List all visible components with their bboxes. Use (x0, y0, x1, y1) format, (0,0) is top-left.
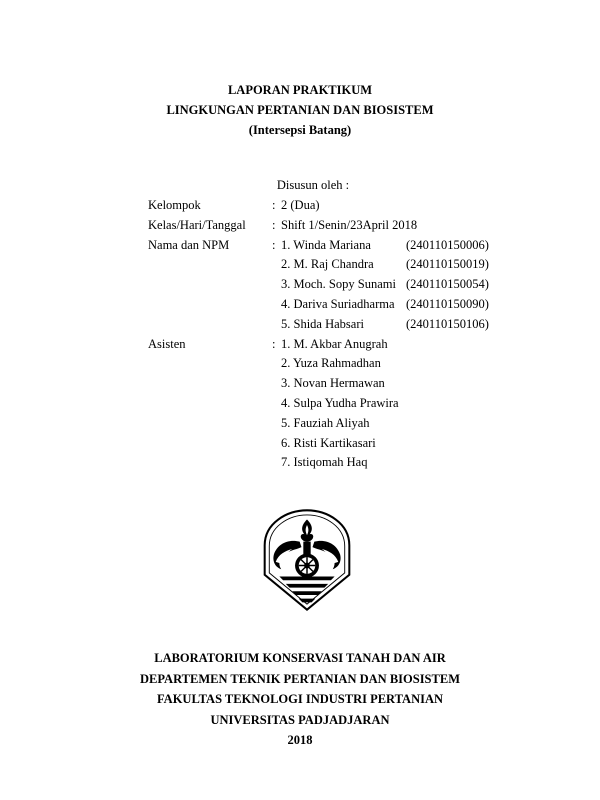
member-npm: (240110150106) (406, 316, 489, 331)
kelas-label: Kelas/Hari/Tanggal (148, 217, 246, 232)
university-name: UNIVERSITAS PADJADJARAN (210, 712, 390, 727)
kelas-value: Shift 1/Senin/23April 2018 (281, 217, 418, 232)
member-npm: (240110150006) (406, 237, 489, 252)
assistant-name: 6. Risti Kartikasari (281, 435, 376, 450)
member-npm: (240110150090) (406, 296, 489, 311)
assistant-name: 7. Istiqomah Haq (281, 455, 368, 470)
laboratory-name: LABORATORIUM KONSERVASI TANAH DAN AIR (154, 651, 446, 665)
assistant-name: 1. M. Akbar Anugrah (281, 336, 388, 351)
member-name: 3. Moch. Sopy Sunami (281, 277, 396, 292)
members-label: Nama dan NPM (148, 237, 230, 252)
member-name: 1. Winda Mariana (281, 237, 371, 252)
assistant-name: 5. Fauziah Aliyah (281, 415, 370, 430)
assistant-name: 4. Sulpa Yudha Prawira (281, 395, 399, 410)
report-subtitle: (Intersepsi Batang) (248, 123, 352, 137)
member-name: 2. M. Raj Chandra (281, 257, 374, 272)
assistant-name: 3. Novan Hermawan (281, 376, 385, 391)
university-seal-icon (261, 508, 353, 612)
department-name: DEPARTEMEN TEKNIK PERTANIAN DAN BIOSISTEM (139, 671, 460, 686)
kelompok-label: Kelompok (148, 198, 201, 212)
course-title: LINGKUNGAN PERTANIAN DAN BIOSISTEM (166, 103, 434, 117)
member-npm: (240110150019) (406, 257, 489, 272)
assistant-name: 2. Yuza Rahmadhan (281, 356, 381, 371)
compiled-by-label: Disusun oleh : (276, 178, 350, 192)
colon: : (272, 336, 276, 351)
report-header (0, 80, 600, 140)
report-year: 2018 (287, 733, 313, 747)
colon: : (272, 198, 276, 212)
colon: : (272, 237, 276, 252)
faculty-name: FAKULTAS TEKNOLOGI INDUSTRI PERTANIAN (156, 692, 444, 706)
assistants-label: Asisten (148, 336, 186, 351)
member-npm: (240110150054) (406, 277, 489, 292)
member-name: 5. Shida Habsari (281, 316, 364, 331)
institution-footer (0, 648, 600, 751)
colon: : (272, 217, 276, 232)
report-title: LAPORAN PRAKTIKUM (227, 83, 373, 97)
member-name: 4. Dariva Suriadharma (281, 296, 395, 311)
kelompok-value: 2 (Dua) (281, 198, 320, 212)
